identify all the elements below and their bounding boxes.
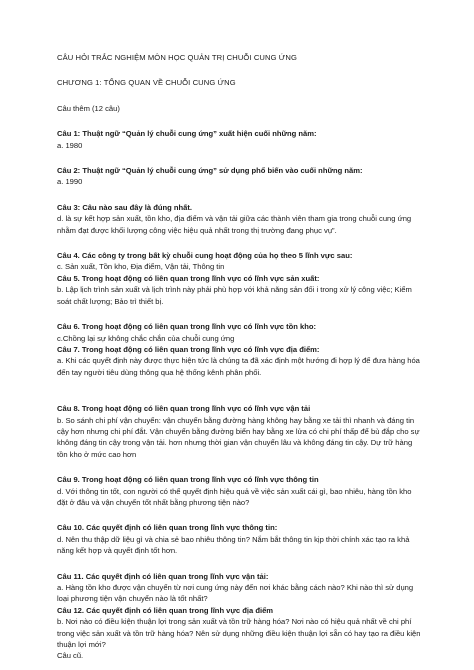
question-block-9 [57, 474, 424, 508]
question-9: Câu 9. Trong hoạt động có liên quan trong lĩnh vực có lĩnh vực thông tin [57, 475, 319, 485]
answer-2: a. 1990 [57, 177, 83, 187]
question-block-3 [57, 202, 424, 236]
answer-1: a. 1980 [57, 140, 83, 150]
answer-8: b. So sánh chi phí vận chuyển: vận chuyển bằng đường hàng không hay bằng xe tải thì nhanh và đáng tin cậy hơn nhưng chi phí đắt. Vận chuyển bằng đường biển hay bằng xe lửa có chi phí thấp để bù đắp cho sự không đáng tin cậy trong vận tải. hơn nhưng thời gian vận chuyển lâu và không đáng tin cậy. Dự trữ hàng tồn kho ở mức cao hơn [57, 415, 420, 459]
question-2: Câu 2: Thuật ngữ “Quản lý chuỗi cung ứng” sử dụng phổ biến vào cuối những năm: [57, 166, 363, 176]
answer-7: a. Khi các quyết định này được thực hiện tức là chúng ta đã xác định một hướng đi hợp lý để đưa hàng hóa đến tay người tiêu dùng thông qua hệ thống kênh phân phối. [57, 356, 420, 377]
chapter-title: CHƯƠNG 1: TỔNG QUAN VỀ CHUỖI CUNG ỨNG [57, 78, 236, 88]
question-block-8 [57, 403, 424, 460]
answer-3: d. là sự kết hợp sản xuất, tồn kho, địa điểm và vận tải giữa các thành viên tham gia trong chuỗi cung ứng nhằm đạt được khối lượng công việc hiệu quả nhất trong thị trường đang phục vụ”. [57, 214, 412, 235]
answer-10: d. Nên thu thập dữ liệu gì và chia sẻ bao nhiêu thông tin? Nắm bắt thông tin kịp thời chính xác tạo ra khả năng kết hợp và quyết định tốt hơn. [57, 534, 410, 556]
answer-5: b. Lập lịch trình sản xuất và lịch trình này phải phù hợp với khả năng sản đối i trong xử lý công việc; Kiểm soát chất lượng; Bảo trì thiết bị. [57, 285, 412, 306]
question-5: Câu 5. Trong hoạt động có liên quan trong lĩnh vực có lĩnh vực sản xuất: [57, 273, 320, 283]
answer-4: c. Sản xuất, Tồn kho, Địa điểm, Vận tải, Thông tin [57, 262, 225, 272]
section-label: Câu thêm (12 câu) [57, 103, 120, 113]
question-7: Câu 7. Trong hoạt động có liên quan trong lĩnh vực có lĩnh vực địa điểm: [57, 344, 320, 354]
question-block-11 [57, 571, 424, 605]
question-1: Câu 1: Thuật ngữ “Quản lý chuỗi cung ứng” xuất hiện cuối những năm: [57, 129, 317, 139]
question-block-6 [57, 321, 424, 344]
question-10: Câu 10. Các quyết định có liên quan trong lĩnh vực thông tin: [57, 523, 278, 533]
answer-12: b. Nơi nào có điều kiện thuận lợi trong sản xuất và tồn trữ hàng hóa? Nơi nào có hiệu quả nhất về chi phí trong việc sản xuất và tồn trữ hàng hóa? Nên sử dụng những điều kiện thuận lợi sẵn có hay tạo ra điều kiện thuận lợi mới? [57, 617, 421, 650]
question-block-4 [57, 250, 424, 273]
question-8: Câu 8. Trong hoạt động có liên quan trong lĩnh vực có lĩnh vực vận tải [57, 404, 311, 414]
question-3: Câu 3: Câu nào sau đây là đúng nhất. [57, 202, 193, 212]
question-block-10 [57, 522, 424, 556]
answer-11: a. Hàng tồn kho được vận chuyển từ nơi cung ứng này đến nơi khác bằng cách nào? Khi nào thì sử dụng loại phương tiện vận chuyển nào là tốt nhất? [57, 583, 414, 604]
question-11: Câu 11. Các quyết định có liên quan trong lĩnh vực vận tải: [57, 571, 269, 581]
question-block-12 [57, 605, 424, 651]
question-block-2 [57, 165, 424, 188]
answer-9: d. Với thông tin tốt, con người có thể quyết định hiệu quả về việc sản xuất cái gì, bao nhiêu, hàng tồn kho đặt ở đâu và vận chuyển tốt nhất bằng phương tiện nào? [57, 486, 412, 507]
course-title: CÂU HỎI TRẮC NGHIỆM MÔN HỌC QUẢN TRỊ CHUỖI CUNG ỨNG [57, 53, 297, 62]
question-block-1 [57, 128, 424, 151]
question-12: Câu 12. Các quyết định có liên quan trong lĩnh vực địa điểm [57, 605, 274, 615]
question-block-7 [57, 344, 424, 378]
question-block-5 [57, 273, 424, 307]
footer-note: Câu cũ. [57, 651, 84, 661]
answer-6: c.Chồng lại sự không chắc chắn của chuỗi cung ứng [57, 333, 235, 343]
question-6: Câu 6. Trong hoạt động có liên quan trong lĩnh vực có lĩnh vực tồn kho: [57, 322, 317, 332]
question-4: Câu 4. Các công ty trong bất kỳ chuỗi cung hoạt động của họ theo 5 lĩnh vực sau: [57, 251, 353, 261]
